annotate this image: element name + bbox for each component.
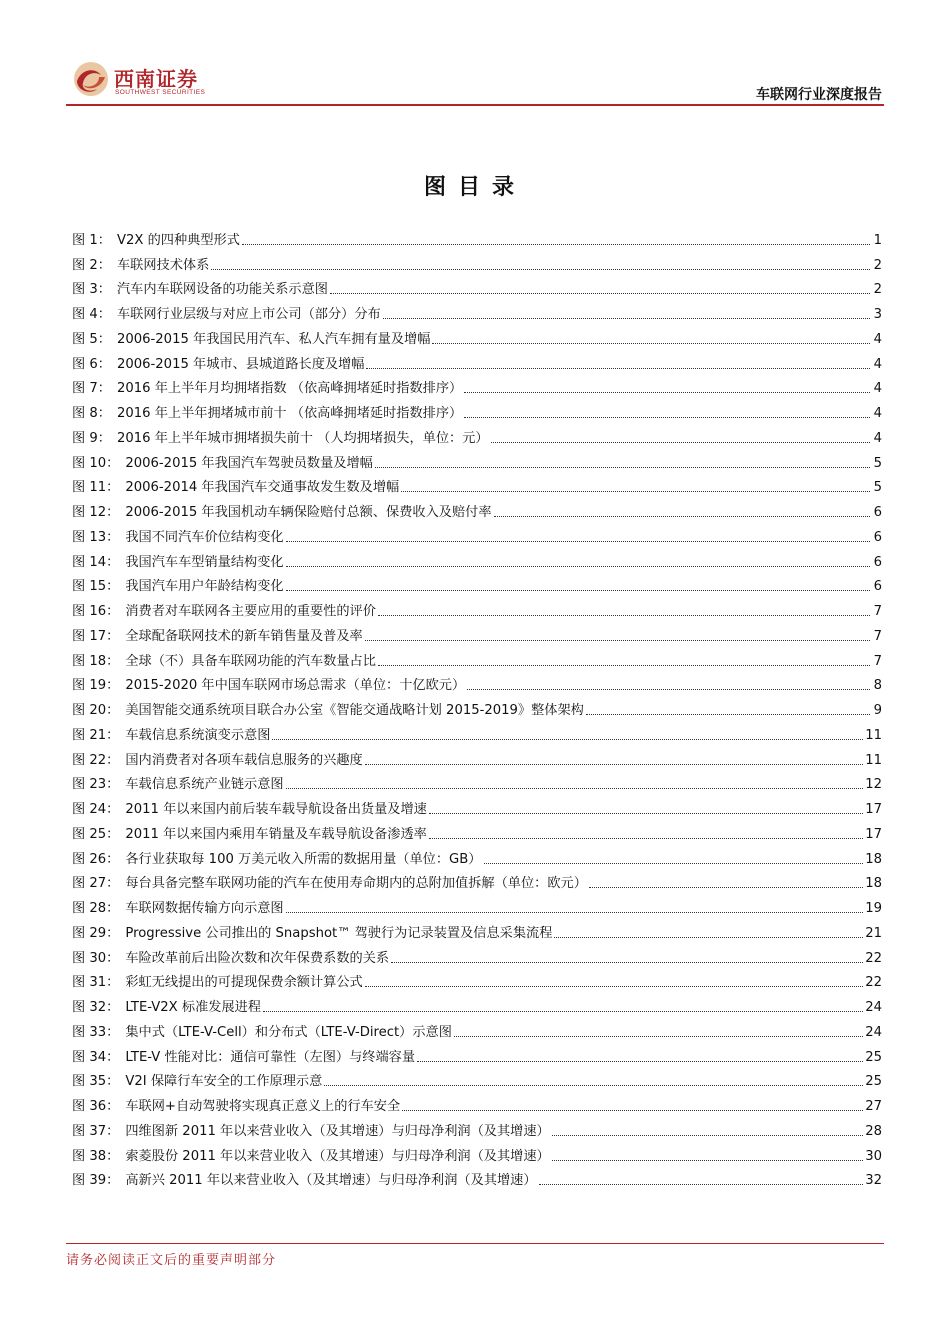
toc-entry[interactable] — [72, 521, 882, 546]
toc-entry-page: 4 — [873, 430, 882, 446]
toc-entry-title: 全球配备联网技术的新车销售量及普及率 — [125, 628, 363, 644]
toc-entry-page: 6 — [873, 554, 882, 570]
toc-entry-label: 图 27： — [72, 876, 120, 892]
toc-entry[interactable] — [72, 1140, 882, 1165]
toc-leader-dots — [391, 961, 863, 963]
toc-entry-page: 7 — [873, 604, 882, 619]
toc-entry[interactable] — [72, 917, 882, 942]
toc-entry[interactable] — [72, 645, 882, 670]
toc-entry-label: 图 30： — [72, 950, 120, 966]
toc-entry-page: 9 — [873, 703, 882, 718]
toc-entry-label: 图 16： — [72, 604, 120, 619]
toc-entry-title: 四维图新 2011 年以来营业收入（及其增速）与归母净利润（及其增速） — [125, 1123, 550, 1139]
toc-entry-page: 11 — [865, 727, 882, 743]
toc-entry[interactable] — [72, 1041, 882, 1066]
toc-leader-dots — [417, 1060, 863, 1062]
toc-entry-page: 2 — [873, 282, 882, 298]
toc-leader-dots — [552, 1159, 863, 1161]
toc-entry[interactable] — [72, 595, 882, 620]
toc-entry[interactable] — [72, 571, 882, 596]
footer-disclaimer: 请务必阅读正文后的重要声明部分 — [66, 1253, 277, 1268]
toc-leader-dots — [366, 367, 870, 369]
toc-entry-title: 2006-2015 年我国机动车辆保险赔付总额、保费收入及赔付率 — [125, 505, 492, 520]
toc-entry-label: 图 36： — [72, 1099, 120, 1114]
toc-leader-dots — [272, 738, 863, 740]
toc-leader-dots — [211, 268, 870, 270]
toc-leader-dots — [375, 466, 870, 468]
toc-entry-page: 3 — [873, 307, 882, 322]
toc-entry-label: 图 5： — [72, 331, 111, 347]
toc-entry-page: 2 — [873, 257, 882, 273]
toc-entry-page: 4 — [873, 356, 882, 372]
toc-entry-title: 每台具备完整车联网功能的汽车在使用寿命期内的总附加值拆解（单位：欧元） — [125, 876, 587, 892]
toc-entry[interactable] — [72, 744, 882, 769]
toc-entry-title: Progressive 公司推出的 Snapshot™ 驾驶行为记录装置及信息采集流程 — [125, 925, 553, 941]
toc-entry[interactable] — [72, 323, 882, 348]
toc-entry-label: 图 22： — [72, 752, 120, 768]
toc-entry-label: 图 38： — [72, 1148, 120, 1164]
toc-entry[interactable] — [72, 967, 882, 992]
toc-entry-page: 7 — [873, 653, 882, 669]
toc-entry-page: 19 — [865, 901, 882, 916]
toc-entry[interactable] — [72, 373, 882, 398]
toc-entry-title: LTE-V 性能对比：通信可靠性（左图）与终端容量 — [125, 1049, 416, 1065]
toc-entry-label: 图 28： — [72, 901, 120, 916]
toc-entry-title: 2016 年上半年城市拥堵损失前十 （人均拥堵损失，单位：元） — [116, 430, 489, 446]
toc-entry-page: 28 — [865, 1123, 882, 1139]
brand-swirl-icon — [71, 59, 111, 99]
toc-entry-page: 1 — [873, 232, 882, 248]
toc-entry-title: 我国不同汽车价位结构变化 — [125, 529, 284, 545]
toc-leader-dots — [324, 1084, 863, 1086]
toc-entry-page: 5 — [873, 455, 882, 471]
toc-entry[interactable] — [72, 991, 882, 1016]
toc-entry-page: 6 — [873, 505, 882, 520]
toc-entry-page: 11 — [865, 752, 882, 768]
toc-entry[interactable] — [72, 843, 882, 868]
toc-leader-dots — [383, 317, 870, 319]
toc-entry-label: 图 35： — [72, 1074, 120, 1090]
toc-entry[interactable] — [72, 472, 882, 497]
toc-entry-title: 我国汽车车型销量结构变化 — [125, 554, 284, 570]
toc-entry-title: 2016 年上半年月均拥堵指数 （依高峰拥堵延时指数排序） — [116, 381, 463, 397]
toc-entry-label: 图 20： — [72, 703, 120, 718]
toc-entry-title: 2016 年上半年拥堵城市前十 （依高峰拥堵延时指数排序） — [116, 406, 463, 421]
toc-leader-dots — [432, 342, 870, 344]
toc-entry[interactable] — [72, 274, 882, 299]
toc-entry-label: 图 23： — [72, 777, 120, 793]
toc-entry[interactable] — [72, 892, 882, 917]
toc-leader-dots — [286, 911, 864, 913]
toc-entry-page: 7 — [873, 628, 882, 644]
toc-entry[interactable] — [72, 942, 882, 967]
toc-entry-title: 2015-2020 年中国车联网市场总需求（单位：十亿欧元） — [125, 678, 466, 694]
toc-entry-title: 集中式（LTE-V-Cell）和分布式（LTE-V-Direct）示意图 — [125, 1024, 452, 1040]
toc-entry[interactable] — [72, 868, 882, 893]
toc-entry[interactable] — [72, 447, 882, 472]
toc-entry[interactable] — [72, 422, 882, 447]
toc-leader-dots — [365, 985, 863, 987]
toc-leader-dots — [378, 614, 870, 616]
toc-entry[interactable] — [72, 818, 882, 843]
toc-entry[interactable] — [72, 620, 882, 645]
toc-entry-label: 图 8： — [72, 406, 111, 421]
toc-entry[interactable] — [72, 1066, 882, 1091]
toc-entry-title: 索菱股份 2011 年以来营业收入（及其增速）与归母净利润（及其增速） — [125, 1148, 550, 1164]
toc-entry-label: 图 4： — [72, 307, 111, 322]
toc-entry-title: 2006-2015 年我国汽车驾驶员数量及增幅 — [125, 455, 373, 471]
toc-entry-label: 图 10： — [72, 455, 120, 471]
toc-entry-title: 车载信息系统演变示意图 — [125, 727, 271, 743]
toc-entry[interactable] — [72, 670, 882, 695]
toc-leader-dots — [330, 292, 870, 294]
toc-entry-page: 4 — [873, 406, 882, 421]
toc-entry[interactable] — [72, 793, 882, 818]
toc-entry-label: 图 9： — [72, 430, 111, 446]
toc-entry[interactable] — [72, 719, 882, 744]
toc-entry-title: 各行业获取每 100 万美元收入所需的数据用量（单位：GB） — [125, 851, 482, 867]
toc-leader-dots — [286, 589, 870, 591]
toc-entry-label: 图 14： — [72, 554, 120, 570]
toc-entry-label: 图 26： — [72, 851, 120, 867]
toc-entry[interactable] — [72, 496, 882, 521]
toc-leader-dots — [586, 713, 870, 715]
toc-entry[interactable] — [72, 1115, 882, 1140]
toc-leader-dots — [286, 565, 870, 567]
toc-entry-label: 图 17： — [72, 628, 120, 644]
toc-leader-dots — [242, 243, 870, 245]
toc-entry-label: 图 31： — [72, 975, 120, 991]
toc-entry-page: 4 — [873, 331, 882, 347]
report-title: 车联网行业深度报告 — [756, 87, 882, 103]
toc-entry[interactable] — [72, 249, 882, 274]
toc-entry-page: 12 — [865, 777, 882, 793]
toc-leader-dots — [401, 490, 870, 492]
toc-entry-label: 图 11： — [72, 480, 120, 496]
toc-entry-title: 2006-2015 年城市、县城道路长度及增幅 — [116, 356, 365, 372]
toc-entry-title: 彩虹无线提出的可提现保费余额计算公式 — [125, 975, 363, 991]
toc-entry-title: 2006-2015 年我国民用汽车、私人汽车拥有量及增幅 — [116, 331, 431, 347]
toc-entry-page: 22 — [865, 975, 882, 991]
toc-entry-label: 图 34： — [72, 1049, 120, 1065]
toc-entry-title: 车联网数据传输方向示意图 — [125, 901, 284, 916]
toc-leader-dots — [491, 441, 870, 443]
toc-leader-dots — [365, 639, 870, 641]
toc-entry-title: 2011 年以来国内乘用车销量及车载导航设备渗透率 — [125, 826, 427, 842]
toc-leader-dots — [429, 837, 863, 839]
toc-entry-title: 汽车内车联网设备的功能关系示意图 — [116, 282, 328, 298]
toc-entry-page: 6 — [873, 529, 882, 545]
toc-entry-label: 图 3： — [72, 282, 111, 298]
toc-entry-label: 图 18： — [72, 653, 120, 669]
toc-entry-page: 25 — [865, 1074, 882, 1090]
toc-entry-page: 27 — [865, 1099, 882, 1114]
toc-entry-label: 图 2： — [72, 257, 111, 273]
brand-logo — [71, 59, 271, 101]
toc-entry[interactable] — [72, 1090, 882, 1115]
toc-leader-dots — [429, 812, 863, 814]
toc-entry-page: 18 — [865, 876, 882, 892]
toc-entry-label: 图 7： — [72, 381, 111, 397]
toc-entry-page: 24 — [865, 1000, 882, 1015]
toc-entry-page: 5 — [873, 480, 882, 496]
toc-entry-label: 图 25： — [72, 826, 120, 842]
toc-leader-dots — [539, 1183, 864, 1185]
toc-entry[interactable] — [72, 769, 882, 794]
toc-entry[interactable] — [72, 1016, 882, 1041]
toc-entry-title: 车险改革前后出险次数和次年保费系数的关系 — [125, 950, 390, 966]
toc-leader-dots — [552, 1134, 863, 1136]
toc-entry-title: 我国汽车用户年龄结构变化 — [125, 579, 284, 595]
toc-heading: 图目录 — [423, 174, 526, 200]
toc-entry-title: V2X 的四种典型形式 — [116, 232, 240, 248]
toc-entry[interactable] — [72, 397, 882, 422]
toc-leader-dots — [554, 936, 863, 938]
toc-entry-title: 国内消费者对各项车载信息服务的兴趣度 — [125, 752, 363, 768]
toc-entry-page: 32 — [865, 1173, 882, 1189]
toc-leader-dots — [402, 1109, 863, 1111]
toc-entry-title: 高新兴 2011 年以来营业收入（及其增速）与归母净利润（及其增速） — [125, 1173, 537, 1189]
toc-leader-dots — [365, 763, 863, 765]
toc-entry-page: 30 — [865, 1148, 882, 1164]
toc-entry-label: 图 39： — [72, 1173, 120, 1189]
header-divider — [66, 104, 884, 106]
toc-leader-dots — [286, 540, 870, 542]
toc-entry-page: 21 — [865, 925, 882, 941]
toc-entry[interactable] — [72, 1165, 882, 1190]
toc-entry-label: 图 32： — [72, 1000, 120, 1015]
footer-divider — [66, 1243, 884, 1244]
toc-leader-dots — [378, 664, 870, 666]
toc-entry[interactable] — [72, 224, 882, 249]
toc-entry-title: 车载信息系统产业链示意图 — [125, 777, 284, 793]
toc-entry-label: 图 19： — [72, 678, 120, 694]
toc-leader-dots — [464, 416, 870, 418]
toc-entry-label: 图 12： — [72, 505, 120, 520]
toc-entry-page: 24 — [865, 1024, 882, 1040]
toc-entry-label: 图 1： — [72, 232, 111, 248]
toc-entry-label: 图 13： — [72, 529, 120, 545]
toc-entry[interactable] — [72, 298, 882, 323]
toc-entry-page: 18 — [865, 851, 882, 867]
figure-toc-list — [72, 224, 882, 1189]
toc-entry[interactable] — [72, 348, 882, 373]
toc-leader-dots — [464, 391, 870, 393]
toc-entry-title: LTE-V2X 标准发展进程 — [125, 1000, 262, 1015]
toc-entry-title: 车联网行业层级与对应上市公司（部分）分布 — [116, 307, 381, 322]
toc-leader-dots — [263, 1010, 863, 1012]
toc-entry-title: 2011 年以来国内前后装车载导航设备出货量及增速 — [125, 802, 427, 817]
toc-entry-page: 17 — [865, 802, 882, 817]
toc-entry-page: 6 — [873, 579, 882, 595]
brand-name-cn: 西南证券 — [114, 67, 198, 91]
toc-entry-title: 美国智能交通系统项目联合办公室《智能交通战略计划 2015-2019》整体架构 — [125, 703, 584, 718]
toc-entry-page: 17 — [865, 826, 882, 842]
toc-leader-dots — [494, 515, 870, 517]
toc-entry-label: 图 24： — [72, 802, 120, 817]
toc-entry-label: 图 15： — [72, 579, 120, 595]
toc-entry-page: 8 — [873, 678, 882, 694]
toc-entry-title: V2I 保障行车安全的工作原理示意 — [125, 1074, 323, 1090]
toc-entry-title: 车联网+自动驾驶将实现真正意义上的行车安全 — [125, 1099, 401, 1114]
toc-entry-title: 全球（不）具备车联网功能的汽车数量占比 — [125, 653, 376, 669]
toc-entry-page: 22 — [865, 950, 882, 966]
toc-entry-title: 2006-2014 年我国汽车交通事故发生数及增幅 — [125, 480, 400, 496]
brand-name-en: SOUTHWEST SECURITIES — [115, 89, 206, 96]
toc-leader-dots — [286, 787, 864, 789]
toc-entry[interactable] — [72, 546, 882, 571]
toc-entry-label: 图 33： — [72, 1024, 120, 1040]
toc-entry-label: 图 6： — [72, 356, 111, 372]
page-header — [66, 55, 884, 105]
toc-entry-label: 图 37： — [72, 1123, 120, 1139]
toc-leader-dots — [484, 862, 864, 864]
toc-leader-dots — [467, 688, 870, 690]
toc-entry-page: 4 — [873, 381, 882, 397]
toc-entry[interactable] — [72, 694, 882, 719]
toc-leader-dots — [589, 886, 863, 888]
toc-entry-title: 消费者对车联网各主要应用的重要性的评价 — [125, 604, 376, 619]
toc-entry-label: 图 21： — [72, 727, 120, 743]
toc-entry-label: 图 29： — [72, 925, 120, 941]
toc-entry-page: 25 — [865, 1049, 882, 1065]
toc-entry-title: 车联网技术体系 — [116, 257, 210, 273]
toc-leader-dots — [454, 1035, 863, 1037]
